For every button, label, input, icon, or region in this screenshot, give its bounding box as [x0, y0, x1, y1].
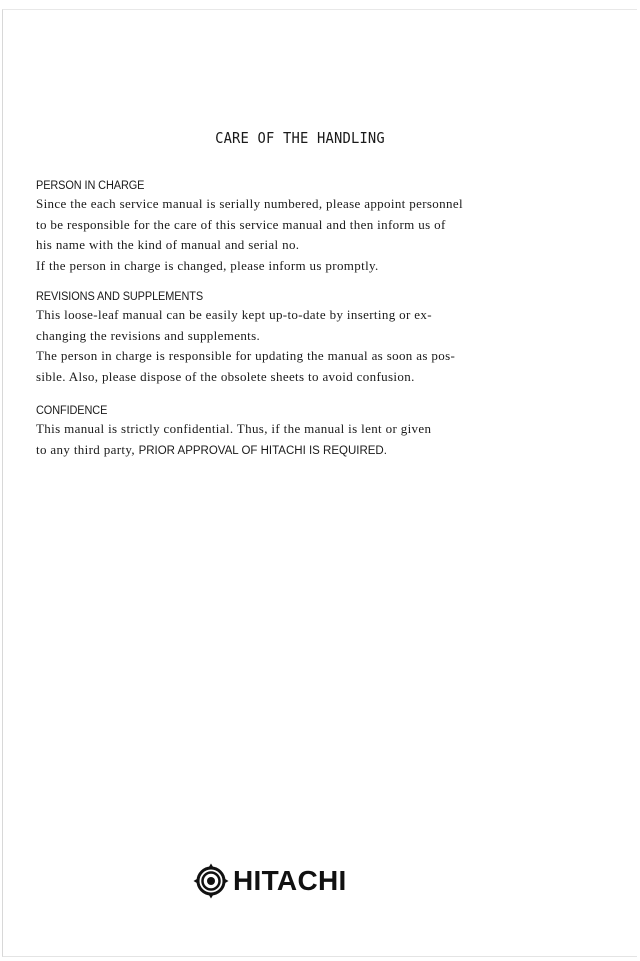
- paragraph-line: his name with the kind of manual and serial no.: [36, 237, 300, 253]
- approval-notice: PRIOR APPROVAL OF HITACHI IS REQUIRED.: [138, 444, 387, 457]
- paragraph-line: The person in charge is responsible for updating the manual as soon as pos-: [36, 348, 456, 364]
- paragraph-line: If the person in charge is changed, please inform us promptly.: [36, 258, 379, 274]
- paragraph-line: This loose-leaf manual can be easily kept up-to-date by inserting or ex-: [36, 307, 432, 322]
- page-title: CARE OF THE HANDLING: [215, 129, 385, 147]
- paragraph-text: to any third party,: [36, 441, 139, 457]
- paragraph-line: [36, 440, 576, 462]
- page-frame: [2, 9, 637, 957]
- section-heading: PERSON IN CHARGE: [36, 180, 145, 192]
- section-confidence: [36, 405, 576, 461]
- hitachi-logo: [193, 863, 347, 899]
- paragraph-line: changing the revisions and supplements.: [36, 327, 261, 343]
- paragraph-line: sible. Also, please dispose of the obsolete sheets to avoid confusion.: [36, 369, 415, 385]
- hitachi-logo-icon: [193, 863, 229, 899]
- paragraph-line: This manual is strictly confidential. Thus, if the manual is lent or given: [36, 421, 432, 436]
- section-heading: REVISIONS AND SUPPLEMENTS: [36, 291, 204, 303]
- section-revisions-and-supplements: [36, 291, 576, 388]
- section-person-in-charge: [36, 180, 576, 277]
- paragraph-line: Since the each service manual is serially numbered, please appoint personnel: [36, 196, 463, 211]
- paragraph-line: to be responsible for the care of this service manual and then inform us of: [36, 216, 446, 232]
- brand-name: HITACHI: [233, 865, 347, 896]
- section-heading: CONFIDENCE: [36, 405, 108, 417]
